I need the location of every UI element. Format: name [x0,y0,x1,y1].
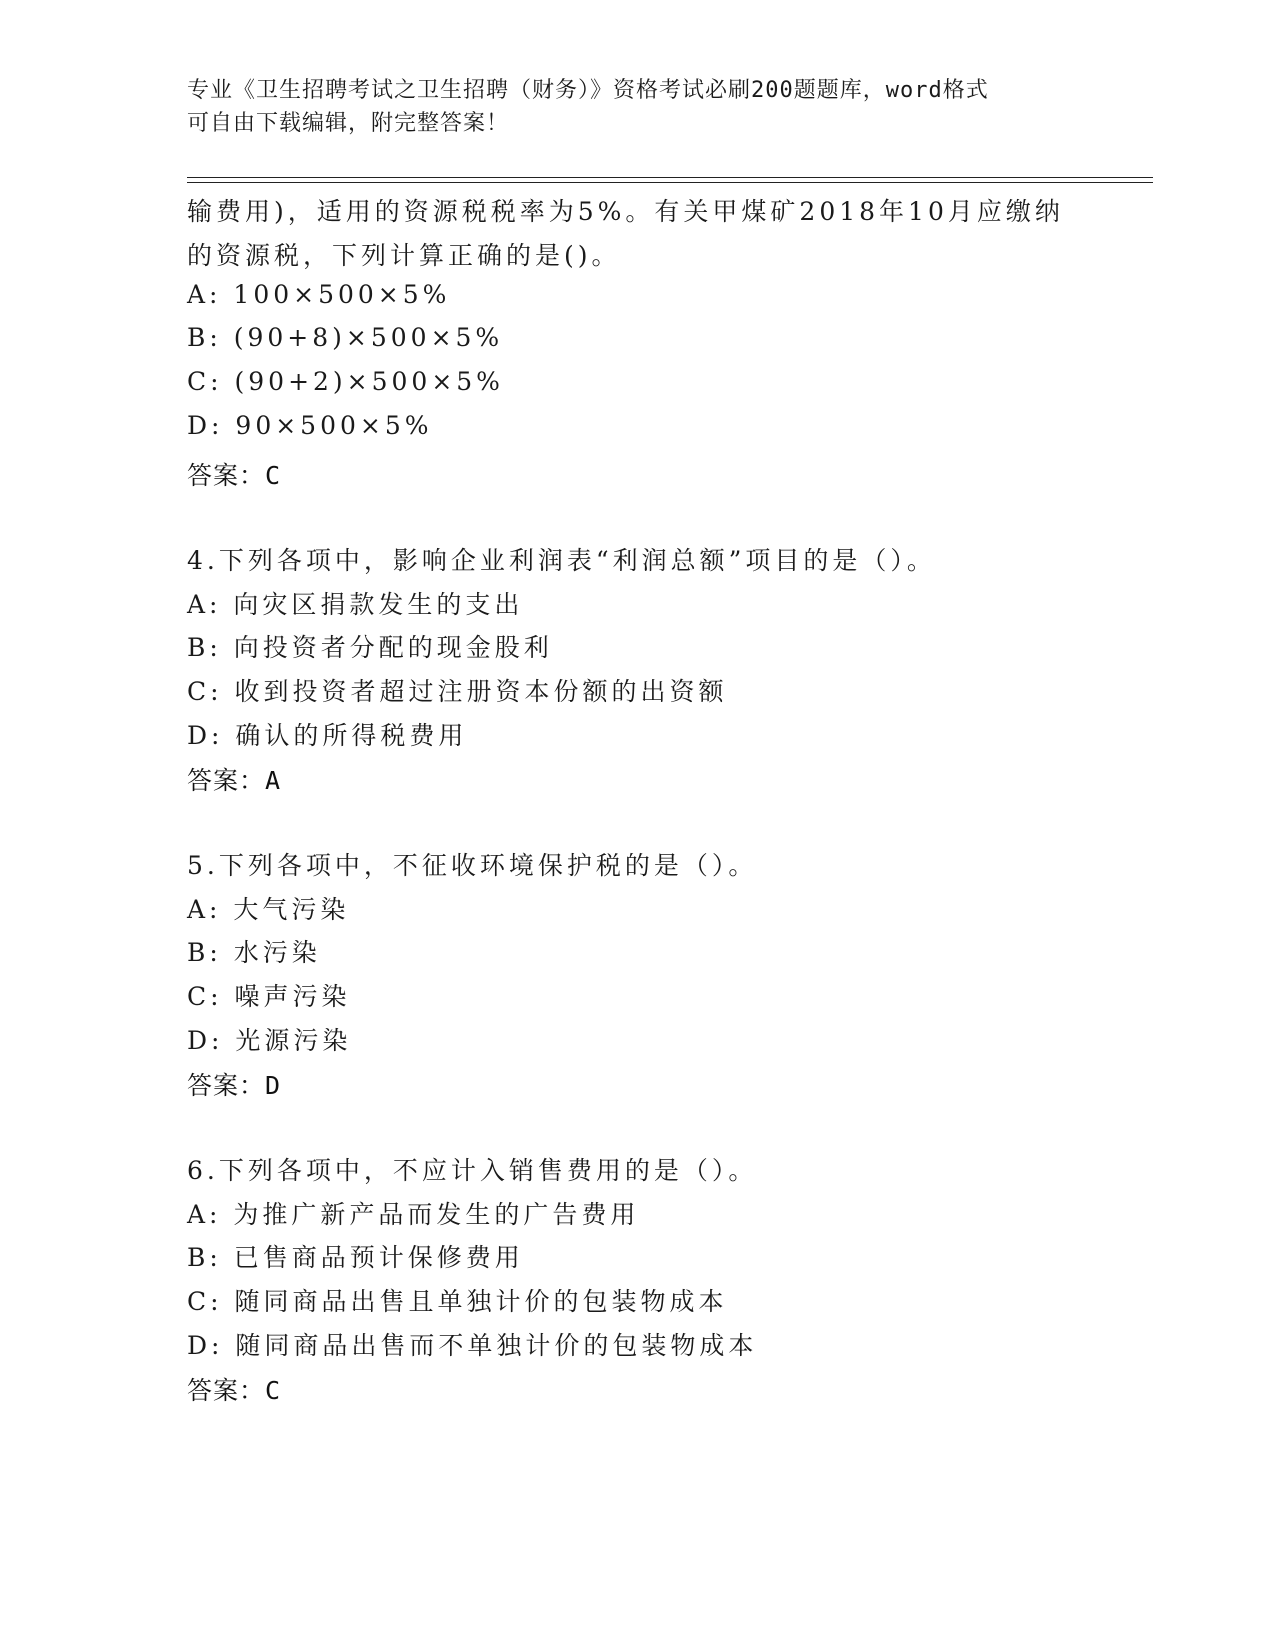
question3-stem-line-2: 的资源税，下列计算正确的是()。 [187,241,621,270]
question5-stem: 5.下列各项中，不征收环境保护税的是（）。 [187,851,758,880]
header-divider-bottom [187,182,1153,183]
question4-answer: 答案：A [187,766,282,795]
question3-option-d: D: 90×500×5% [187,411,433,440]
header-line-1: 专业《卫生招聘考试之卫生招聘（财务）》资格考试必刷200题题库，word格式 [187,78,989,103]
question4-option-d: D: 确认的所得税费用 [187,721,468,750]
question3-answer: 答案：C [187,461,282,490]
question5-option-a: A: 大气污染 [187,895,350,924]
question4-stem: 4.下列各项中，影响企业利润表“利润总额”项目的是（）。 [187,546,936,575]
document-header [187,74,1067,140]
header-line-2: 可自由下载编辑，附完整答案！ [187,111,510,136]
question5-option-c: C: 噪声污染 [187,982,351,1011]
question4-option-c: C: 收到投资者超过注册资本份额的出资额 [187,677,728,706]
question5-option-b: B: 水污染 [187,938,321,967]
question6-option-c: C: 随同商品出售且单独计价的包装物成本 [187,1287,728,1316]
question6-option-a: A: 为推广新产品而发生的广告费用 [187,1200,640,1229]
question6-option-d: D: 随同商品出售而不单独计价的包装物成本 [187,1331,758,1360]
question3-option-a: A: 100×500×5% [187,280,451,309]
question6-stem: 6.下列各项中，不应计入销售费用的是（）。 [187,1156,758,1185]
question4-option-b: B: 向投资者分配的现金股利 [187,633,553,662]
question3-stem-line-1: 输费用)，适用的资源税税率为5%。有关甲煤矿2018年10月应缴纳 [187,197,1064,226]
question6-answer: 答案：C [187,1376,282,1405]
question6-option-b: B: 已售商品预计保修费用 [187,1243,524,1272]
header-divider-top [187,177,1153,178]
question4-option-a: A: 向灾区捐款发生的支出 [187,590,524,619]
question5-answer: 答案：D [187,1071,282,1100]
question3-option-b: B: (90+8)×500×5% [187,323,504,352]
question3-option-c: C: (90+2)×500×5% [187,367,504,396]
question5-option-d: D: 光源污染 [187,1026,352,1055]
